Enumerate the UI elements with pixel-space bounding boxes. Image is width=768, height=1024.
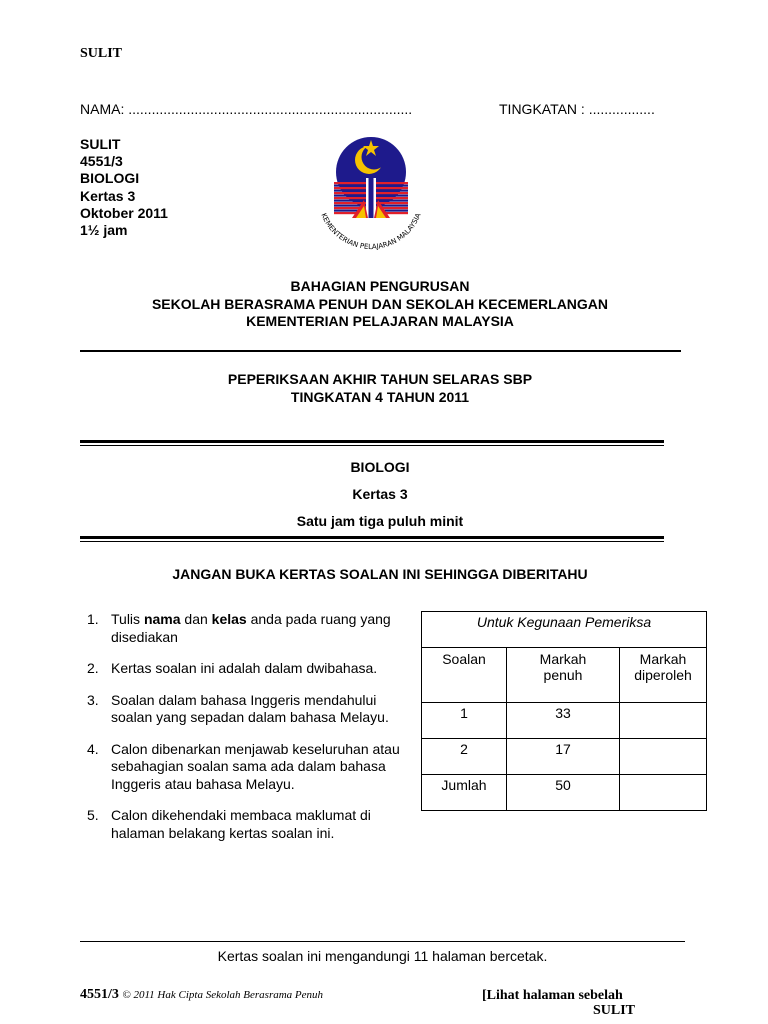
paper-info-paper: Kertas 3	[80, 187, 136, 204]
table-row	[422, 775, 707, 811]
footer-code: 4551/3	[80, 987, 119, 1002]
instruction-number: 5.	[87, 807, 99, 823]
paper-info-duration: 1½ jam	[80, 222, 128, 239]
exam-block	[80, 370, 680, 406]
table-cell-soalan: Jumlah	[422, 775, 507, 811]
organisation-line3: KEMENTERIAN PELAJARAN MALAYSIA	[246, 313, 514, 329]
table-cell-soalan: 2	[422, 739, 507, 775]
organisation-line2: SEKOLAH BERASRAMA PENUH DAN SEKOLAH KECEMERLANGAN	[151, 295, 609, 312]
subject-paper: Kertas 3	[352, 486, 408, 502]
instruction-text: Soalan dalam bahasa Inggeris mendahului soalan yang sepadan dalam bahasa Melayu.	[111, 691, 389, 725]
kpm-logo	[306, 132, 436, 264]
divider-3a	[80, 536, 664, 539]
table-cell-markah-diperoleh[interactable]	[620, 703, 707, 739]
organisation-line1: BAHAGIAN PENGURUSAN	[290, 278, 470, 294]
instruction-text: Tulis nama dan kelas anda pada ruang yang disediakan	[111, 611, 391, 645]
footer-copyright-text: © 2011 Hak Cipta Sekolah Berasrama Penuh	[122, 989, 324, 1001]
instruction-item	[87, 611, 407, 646]
logo-ring-text: KEMENTERIAN PELAJARAN MALAYSIA	[319, 212, 423, 252]
table-cell-soalan: 1	[422, 703, 507, 739]
table-header-soalan: Soalan	[422, 648, 507, 703]
divider-2a	[80, 440, 664, 443]
instruction-number: 4.	[87, 740, 99, 757]
divider-3b	[80, 541, 664, 542]
sulit-bottom-label: SULIT	[593, 1003, 636, 1018]
instruction-text: Calon dikehendaki membaca maklumat di halaman belakang kertas soalan ini.	[111, 807, 371, 841]
divider-1	[80, 350, 681, 352]
next-page-note: [Lihat halaman sebelah	[482, 988, 623, 1003]
table-header-markah-penuh: Markah penuh	[507, 648, 620, 703]
page-count-note: Kertas soalan ini mengandungi 11 halaman bercetak.	[217, 948, 548, 964]
divider-2b	[80, 445, 664, 446]
instruction-number: 1.	[87, 611, 99, 627]
tingkatan-field[interactable]: TINGKATAN : .................	[499, 101, 655, 117]
instruction-item	[87, 692, 407, 727]
examiner-table	[421, 611, 707, 811]
footer-copyright	[80, 987, 323, 1003]
instruction-item	[87, 807, 407, 842]
table-header-markah-diperoleh: Markah diperoleh	[620, 648, 707, 703]
warning-heading: JANGAN BUKA KERTAS SOALAN INI SEHINGGA DIBERITAHU	[172, 566, 588, 582]
table-cell-markah-diperoleh[interactable]	[620, 739, 707, 775]
exam-line1: PEPERIKSAAN AKHIR TAHUN SELARAS SBP	[227, 371, 533, 387]
subject-name: BIOLOGI	[350, 459, 410, 475]
examiner-table-caption: Untuk Kegunaan Pemeriksa	[422, 612, 707, 648]
instruction-text: Calon dibenarkan menjawab keseluruhan atau sebahagian soalan sama ada dalam bahasa Inggeris atau bahasa Melayu.	[111, 740, 400, 792]
nama-field[interactable]: NAMA: .........................................................................	[80, 101, 413, 117]
organisation-block	[80, 278, 680, 331]
table-cell-markah-penuh: 50	[507, 775, 620, 811]
instruction-item	[87, 660, 407, 678]
sulit-top-label: SULIT	[80, 46, 123, 61]
subject-block	[80, 459, 680, 540]
instructions-list	[87, 611, 407, 856]
paper-info	[80, 136, 168, 239]
exam-line2: TINGKATAN 4 TAHUN 2011	[290, 389, 470, 405]
table-row	[422, 703, 707, 739]
instruction-number: 2.	[87, 660, 99, 676]
instruction-number: 3.	[87, 691, 99, 708]
table-cell-markah-penuh: 17	[507, 739, 620, 775]
table-row	[422, 739, 707, 775]
instruction-item	[87, 741, 407, 794]
paper-info-sulit: SULIT	[80, 136, 121, 152]
paper-info-code: 4551/3	[80, 153, 123, 170]
subject-duration: Satu jam tiga puluh minit	[296, 513, 464, 529]
instruction-text: Kertas soalan ini adalah dalam dwibahasa.	[111, 660, 378, 676]
paper-info-subject: BIOLOGI	[80, 170, 140, 187]
table-cell-markah-penuh: 33	[507, 703, 620, 739]
footer-divider	[80, 941, 685, 942]
table-cell-markah-diperoleh[interactable]	[620, 775, 707, 811]
paper-info-date: Oktober 2011	[80, 204, 168, 221]
